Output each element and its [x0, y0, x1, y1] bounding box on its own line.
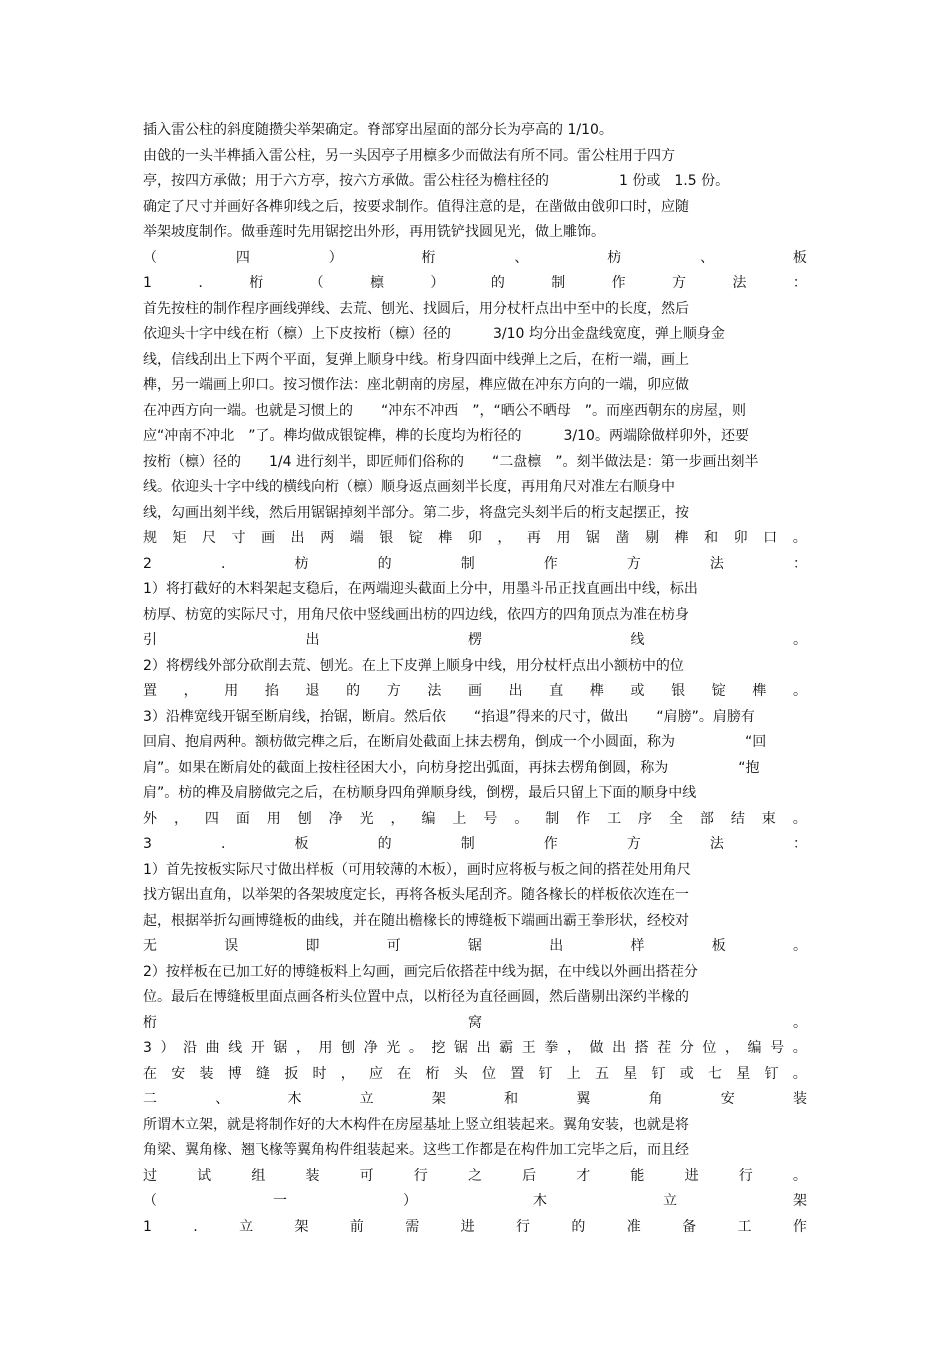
text-line: 1）将打截好的木料架起支稳后，在两端迎头截面上分中，用墨斗吊正找直画出中线，标出: [143, 581, 698, 597]
text-token: 束: [761, 810, 776, 827]
text-token: 安: [171, 1065, 186, 1082]
text-token: 搭: [634, 1040, 649, 1056]
text-token: 方: [626, 836, 641, 852]
text-token: 寸: [231, 530, 246, 546]
text-line: [143, 552, 807, 578]
text-token: ，: [390, 810, 405, 827]
text-token: 2: [143, 555, 152, 572]
text-token: 榫: [438, 530, 453, 546]
text-line: [143, 807, 807, 833]
text-token: 出: [612, 1040, 627, 1056]
text-token: 剔: [645, 530, 660, 546]
text-token: 七: [708, 1065, 722, 1082]
text-token: 。: [792, 810, 807, 827]
text-token: 即: [305, 938, 320, 954]
text-token: 制: [460, 836, 475, 852]
text-line: [143, 271, 807, 297]
text-token: 楞: [468, 632, 482, 648]
text-token: 锭: [408, 530, 423, 546]
text-token: 全: [668, 810, 683, 827]
text-token: 法: [709, 555, 724, 572]
text-token: 在: [143, 1065, 157, 1082]
text-token: 立: [663, 1193, 677, 1209]
text-token: 1: [143, 275, 152, 291]
text-token: 能: [630, 1167, 645, 1184]
text-token: 出: [305, 632, 320, 648]
text-token: .: [221, 555, 226, 572]
text-token: 出: [508, 683, 523, 699]
text-token: 榫: [752, 683, 767, 699]
text-token: .: [221, 836, 226, 852]
text-token: 出: [290, 530, 305, 546]
text-token: 锯: [454, 1040, 469, 1056]
text-token: 面: [235, 810, 250, 827]
text-token: 卯: [467, 530, 482, 546]
text-token: 线: [228, 1040, 243, 1056]
text-line: 3）沿榫宽线开锯至断肩线，抬锯，断肩。然后依 “掐退”得来的尺寸，做出 “肩膀”。肩膀有: [143, 708, 755, 725]
text-token: 檩: [370, 275, 384, 291]
text-token: 、: [700, 249, 715, 266]
text-token: ：: [793, 836, 807, 852]
text-token: 用: [266, 810, 281, 827]
text-token: 榫: [674, 530, 689, 546]
text-token: 银: [379, 530, 394, 546]
text-token: 架: [431, 1091, 446, 1107]
text-token: 刨: [341, 1040, 356, 1056]
text-token: （: [143, 249, 157, 266]
text-token: 的: [377, 555, 392, 572]
text-token: 方: [626, 555, 641, 572]
text-token: 银: [671, 683, 686, 699]
text-token: 后: [522, 1167, 537, 1184]
text-token: 板: [294, 836, 309, 852]
text-token: 两: [320, 530, 335, 546]
text-token: 线: [630, 632, 645, 648]
text-token: 的: [346, 683, 361, 699]
text-token: 退: [305, 683, 320, 699]
text-token: 头: [453, 1065, 468, 1082]
text-token: 位: [702, 1040, 717, 1056]
text-token: ）: [328, 249, 343, 266]
text-token: （: [309, 275, 324, 291]
text-token: 口: [763, 530, 778, 546]
text-token: 桁: [143, 1014, 157, 1031]
text-token: 。: [792, 530, 807, 546]
text-token: 拳: [544, 1040, 559, 1056]
text-line: 枋厚、枋宽的实际尺寸，用角尺依中竖线画出枋的四边线，依四方的四角顶点为准在枋身: [143, 606, 689, 623]
text-token: 出: [476, 1040, 491, 1056]
text-token: 之: [467, 1167, 482, 1184]
text-line: [143, 246, 807, 272]
text-token: 外: [143, 810, 157, 827]
text-token: 立: [359, 1091, 374, 1107]
text-token: 应: [369, 1065, 383, 1082]
text-token: 3: [143, 836, 152, 852]
text-line: [143, 1062, 807, 1088]
text-token: 置: [143, 683, 157, 699]
text-token: 号: [770, 1040, 785, 1056]
text-token: 板: [792, 249, 807, 266]
text-token: 行: [516, 1218, 530, 1235]
text-line: [143, 934, 807, 960]
text-token: 、: [215, 1091, 230, 1107]
text-token: 王: [521, 1040, 536, 1056]
text-token: 行: [413, 1167, 428, 1184]
text-token: 样: [630, 938, 645, 954]
text-token: 锭: [711, 683, 726, 699]
text-token: 引: [143, 632, 157, 648]
text-token: 可: [359, 1167, 374, 1184]
text-token: 编: [421, 810, 436, 827]
text-token: 部: [699, 810, 714, 827]
text-token: 可: [386, 938, 401, 954]
text-token: ）: [160, 1040, 175, 1056]
text-token: 制: [545, 810, 560, 827]
text-token: 前: [349, 1218, 364, 1235]
text-token: 在: [397, 1065, 412, 1082]
text-token: 桁: [249, 275, 264, 291]
text-line: 在冲西方向一端。也就是习惯上的 “冲东不冲西 ”，“晒公不晒母 ”。而座西朝东的房屋，则: [143, 402, 747, 419]
text-token: 霸: [499, 1040, 514, 1056]
text-token: 五: [595, 1065, 609, 1082]
text-line: 肩”。枋的榫及肩膀做完之后，在枋顺身四角弹顺身线，倒楞，最后只留上下面的顺身中线: [143, 785, 697, 801]
text-line: [143, 832, 807, 858]
text-token: 制: [460, 555, 475, 572]
text-token: 法: [709, 836, 724, 852]
text-token: 曲: [205, 1040, 220, 1056]
text-token: 或: [630, 683, 645, 699]
text-token: ，: [340, 1065, 355, 1082]
text-token: 钉: [651, 1065, 666, 1082]
text-token: 用: [318, 1040, 333, 1056]
text-token: 法: [427, 683, 442, 699]
text-token: 无: [143, 938, 157, 954]
text-token: 或: [679, 1065, 694, 1082]
text-token: 净: [363, 1040, 378, 1056]
text-token: 方: [386, 683, 401, 699]
text-token: 缝: [256, 1065, 270, 1082]
text-token: 组: [251, 1167, 266, 1184]
text-token: 画: [261, 530, 276, 546]
text-token: 。: [792, 1167, 807, 1184]
text-token: 卯: [733, 530, 748, 546]
text-token: 时: [312, 1065, 327, 1082]
text-token: 用: [224, 683, 239, 699]
text-token: ：: [793, 555, 807, 572]
text-token: 进: [684, 1167, 699, 1184]
text-token: 桁: [421, 249, 436, 266]
text-token: 光: [386, 1040, 401, 1056]
text-token: 角: [648, 1091, 663, 1107]
text-token: 星: [736, 1065, 751, 1082]
text-token: 二: [143, 1091, 157, 1107]
text-token: 木: [533, 1193, 547, 1209]
text-line: 1）首先按板实际尺寸做出样板（可用较薄的木板），画时应将板与板之间的搭茬处用角尺: [143, 861, 691, 878]
text-token: 3: [143, 1040, 152, 1056]
text-line: [143, 679, 807, 705]
text-token: 作: [611, 275, 626, 291]
text-token: 刨: [297, 810, 312, 827]
text-token: 窝: [468, 1014, 482, 1031]
text-token: 行: [738, 1167, 753, 1184]
text-token: 。: [792, 1065, 807, 1082]
text-line: 2）按样板在已加工好的博缝板料上勾画，画完后依搭茬中线为据，在中线以外画出搭茬分: [143, 963, 698, 980]
text-token: 。: [793, 683, 807, 699]
text-token: 钉: [764, 1065, 779, 1082]
text-line: 依迎头十字中线在桁（檩）上下皮按桁（檩）径的 3/10 均分出金盘线宽度，弹上顺身金: [143, 326, 725, 342]
text-token: 工: [607, 810, 622, 827]
text-token: 规: [143, 530, 157, 546]
text-token: ，: [295, 1040, 310, 1056]
text-token: 置: [510, 1065, 525, 1082]
text-line: 榫，另一端画上卯口。按习惯作法：座北朝南的房屋，榫应做在冲东方向的一端，卯应做: [143, 377, 689, 393]
text-line: 线。依迎头十字中线的横线向桁（檩）顺身返点画刻半长度，再用角尺对准左右顺身中: [143, 479, 675, 495]
text-token: 出: [549, 938, 564, 954]
text-token: 。: [514, 810, 529, 827]
text-token: .: [193, 1218, 198, 1235]
text-token: 上: [452, 810, 467, 827]
text-token: 需: [405, 1218, 420, 1235]
text-token: 工: [737, 1218, 752, 1235]
text-token: 序: [638, 810, 652, 827]
text-line: [143, 1036, 807, 1062]
text-token: 用: [556, 530, 571, 546]
text-token: 枋: [294, 555, 309, 572]
text-token: 的: [490, 275, 505, 291]
text-token: 立: [239, 1218, 254, 1235]
text-token: 和: [704, 530, 719, 546]
text-token: 。: [793, 632, 807, 648]
text-token: 锯: [468, 938, 482, 954]
text-line: 由戗的一头半榫插入雷公柱，另一头因亭子用檩多少而做法有所不同。雷公柱用于四方: [143, 147, 675, 164]
text-token: 装: [305, 1167, 320, 1184]
text-line: 回肩、抱肩两种。额枋做完榫之后，在断肩处截面上抹去楞角，倒成一个小圆面，称为 “回: [143, 734, 767, 750]
text-token: 翼: [576, 1091, 591, 1107]
text-token: 1: [143, 1218, 152, 1235]
text-line: 肩”。如果在断肩处的截面上按柱径困大小，向枋身挖出弧面，再抹去楞角倒圆，称为 “抱: [143, 759, 760, 776]
text-line: [143, 526, 807, 552]
text-line: 应“冲南不冲北 ”了。榫均做成银锭榫，榫的长度均为桁径的 3/10。两端除做样卯外，还要: [143, 428, 749, 444]
text-line: 确定了尺寸并画好各榫卯线之后，按要求制作。值得注意的是，在凿做由戗卯口时，应随: [143, 198, 689, 215]
text-token: 博: [227, 1065, 242, 1082]
text-token: 作: [576, 810, 591, 827]
text-token: 。: [408, 1040, 423, 1056]
text-line: 插入雷公柱的斜度随攒尖举架确定。脊部穿出屋面的部分长为亭高的 1/10。: [143, 122, 613, 138]
text-token: 凿: [615, 530, 630, 546]
text-token: 备: [682, 1218, 697, 1235]
text-token: .: [198, 275, 203, 291]
text-token: 作: [543, 836, 558, 852]
text-token: 光: [359, 810, 374, 827]
text-line: 所谓木立架，就是将制作好的大木构件在房屋基址上竖立组装起来。翼角安装，也就是将: [143, 1116, 689, 1133]
text-token: 净: [328, 810, 343, 827]
text-token: 编: [747, 1040, 762, 1056]
text-line: [143, 1164, 807, 1190]
text-token: 锯: [585, 530, 600, 546]
text-token: 。: [793, 1014, 807, 1031]
text-line: 2）将楞线外部分砍削去荒、刨光。在上下皮弹上顺身中线，用分杖杆点出小额枋中的位: [143, 657, 684, 674]
text-token: 端: [349, 530, 364, 546]
text-token: 安: [720, 1091, 735, 1107]
text-token: 木: [287, 1091, 302, 1107]
text-token: （: [143, 1193, 157, 1209]
text-token: 。: [792, 1040, 807, 1056]
text-line: 亭，按四方承做；用于六方亭，按六方承做。雷公柱径为檐柱径的 1 份或 1.5 份。: [143, 173, 730, 189]
text-token: 架: [294, 1218, 309, 1235]
text-token: ）: [430, 275, 445, 291]
text-token: ，: [173, 810, 188, 827]
text-token: 准: [626, 1218, 641, 1235]
text-token: 才: [576, 1167, 591, 1184]
text-token: ，: [724, 1040, 739, 1056]
text-line: 线，信线刮出上下两个平面，复弹上顺身中线。桁身四面中线弹上之后，在桁一端，画上: [143, 351, 689, 368]
text-token: 。: [793, 938, 807, 954]
text-token: 分: [679, 1040, 694, 1056]
text-token: 进: [460, 1218, 475, 1235]
text-line: [143, 1189, 807, 1215]
text-token: 直: [549, 683, 564, 699]
text-line: 找方锯出直角，以举架的各架坡度定长，再将各板头尾刮齐。随各椽长的样板依次连在一: [143, 887, 689, 903]
text-token: 、: [514, 249, 529, 266]
text-token: 挖: [431, 1040, 446, 1056]
text-token: 和: [504, 1091, 519, 1107]
text-token: 架: [793, 1193, 807, 1209]
text-token: 四: [235, 249, 250, 266]
text-token: 法: [732, 275, 747, 291]
text-token: 四: [204, 810, 219, 827]
text-token: 作: [543, 555, 558, 572]
text-token: 试: [197, 1167, 212, 1184]
text-token: 画: [468, 683, 482, 699]
text-token: 矩: [172, 530, 187, 546]
text-token: 沿: [183, 1040, 198, 1056]
text-token: 扳: [284, 1065, 299, 1082]
text-token: 再: [526, 530, 541, 546]
text-token: 的: [571, 1218, 586, 1235]
text-line: [143, 628, 807, 654]
text-token: 尺: [202, 530, 217, 546]
text-token: 过: [143, 1167, 157, 1184]
text-token: 桁: [425, 1065, 440, 1082]
text-line: [143, 1087, 807, 1113]
text-token: ，: [183, 683, 198, 699]
text-line: 线，勾画出刻半线，然后用锯锯掉刻半部分。第二步，将盘完头刻半后的桁支起摆正，按: [143, 504, 689, 521]
text-token: 结: [730, 810, 745, 827]
text-token: 制: [551, 275, 566, 291]
text-token: 号: [483, 810, 498, 827]
text-token: 做: [589, 1040, 604, 1056]
text-token: 钉: [538, 1065, 553, 1082]
text-token: 的: [377, 836, 392, 852]
text-token: 装: [792, 1091, 807, 1107]
text-token: 方: [672, 275, 687, 291]
text-line: 角梁、翼角椽、翘飞椽等翼角构件组装起来。这些工作都是在构件加工完毕之后，而且经: [143, 1142, 689, 1158]
text-token: ）: [403, 1193, 417, 1209]
text-line: 起，根据举折勾画博缝板的曲线，并在随出檐椽长的博缝板下端画出霸王拳形状，经校对: [143, 912, 689, 929]
text-token: 位: [482, 1065, 496, 1082]
text-token: ，: [566, 1040, 581, 1056]
text-token: ：: [792, 275, 807, 291]
text-line: [143, 1215, 807, 1241]
text-token: 一: [273, 1193, 287, 1209]
text-line: 首先按柱的制作程序画线弹线、去荒、刨光、找圆后，用分杖杆点出中至中的长度，然后: [143, 300, 689, 317]
text-line: [143, 1011, 807, 1037]
text-token: 开: [250, 1040, 265, 1056]
text-token: 茬: [657, 1040, 672, 1056]
text-token: 板: [711, 938, 726, 954]
text-token: 装: [199, 1065, 214, 1082]
text-line: 按桁（檩）径的 1/4 进行刻半，即匠师们俗称的 “二盘檩 ”。刻半做法是：第一步画出刻半: [143, 453, 759, 470]
text-token: 作: [792, 1218, 807, 1235]
text-line: 举架坡度制作。做垂莲时先用锯挖出外形，再用铣铲找圆见光，做上雕饰。: [143, 224, 605, 240]
text-token: 枋: [607, 249, 622, 266]
text-token: 锯: [273, 1040, 288, 1056]
text-token: 掐: [264, 683, 279, 699]
text-token: 星: [623, 1065, 638, 1082]
text-token: 误: [224, 938, 239, 954]
text-token: 榫: [589, 683, 604, 699]
text-token: 上: [566, 1065, 581, 1082]
text-token: ，: [497, 530, 512, 546]
text-line: 位。最后在博缝板里面点画各桁头位置中点，以桁径为直径画圆，然后凿剔出深约半椽的: [143, 989, 689, 1005]
body-text: [143, 118, 807, 1240]
